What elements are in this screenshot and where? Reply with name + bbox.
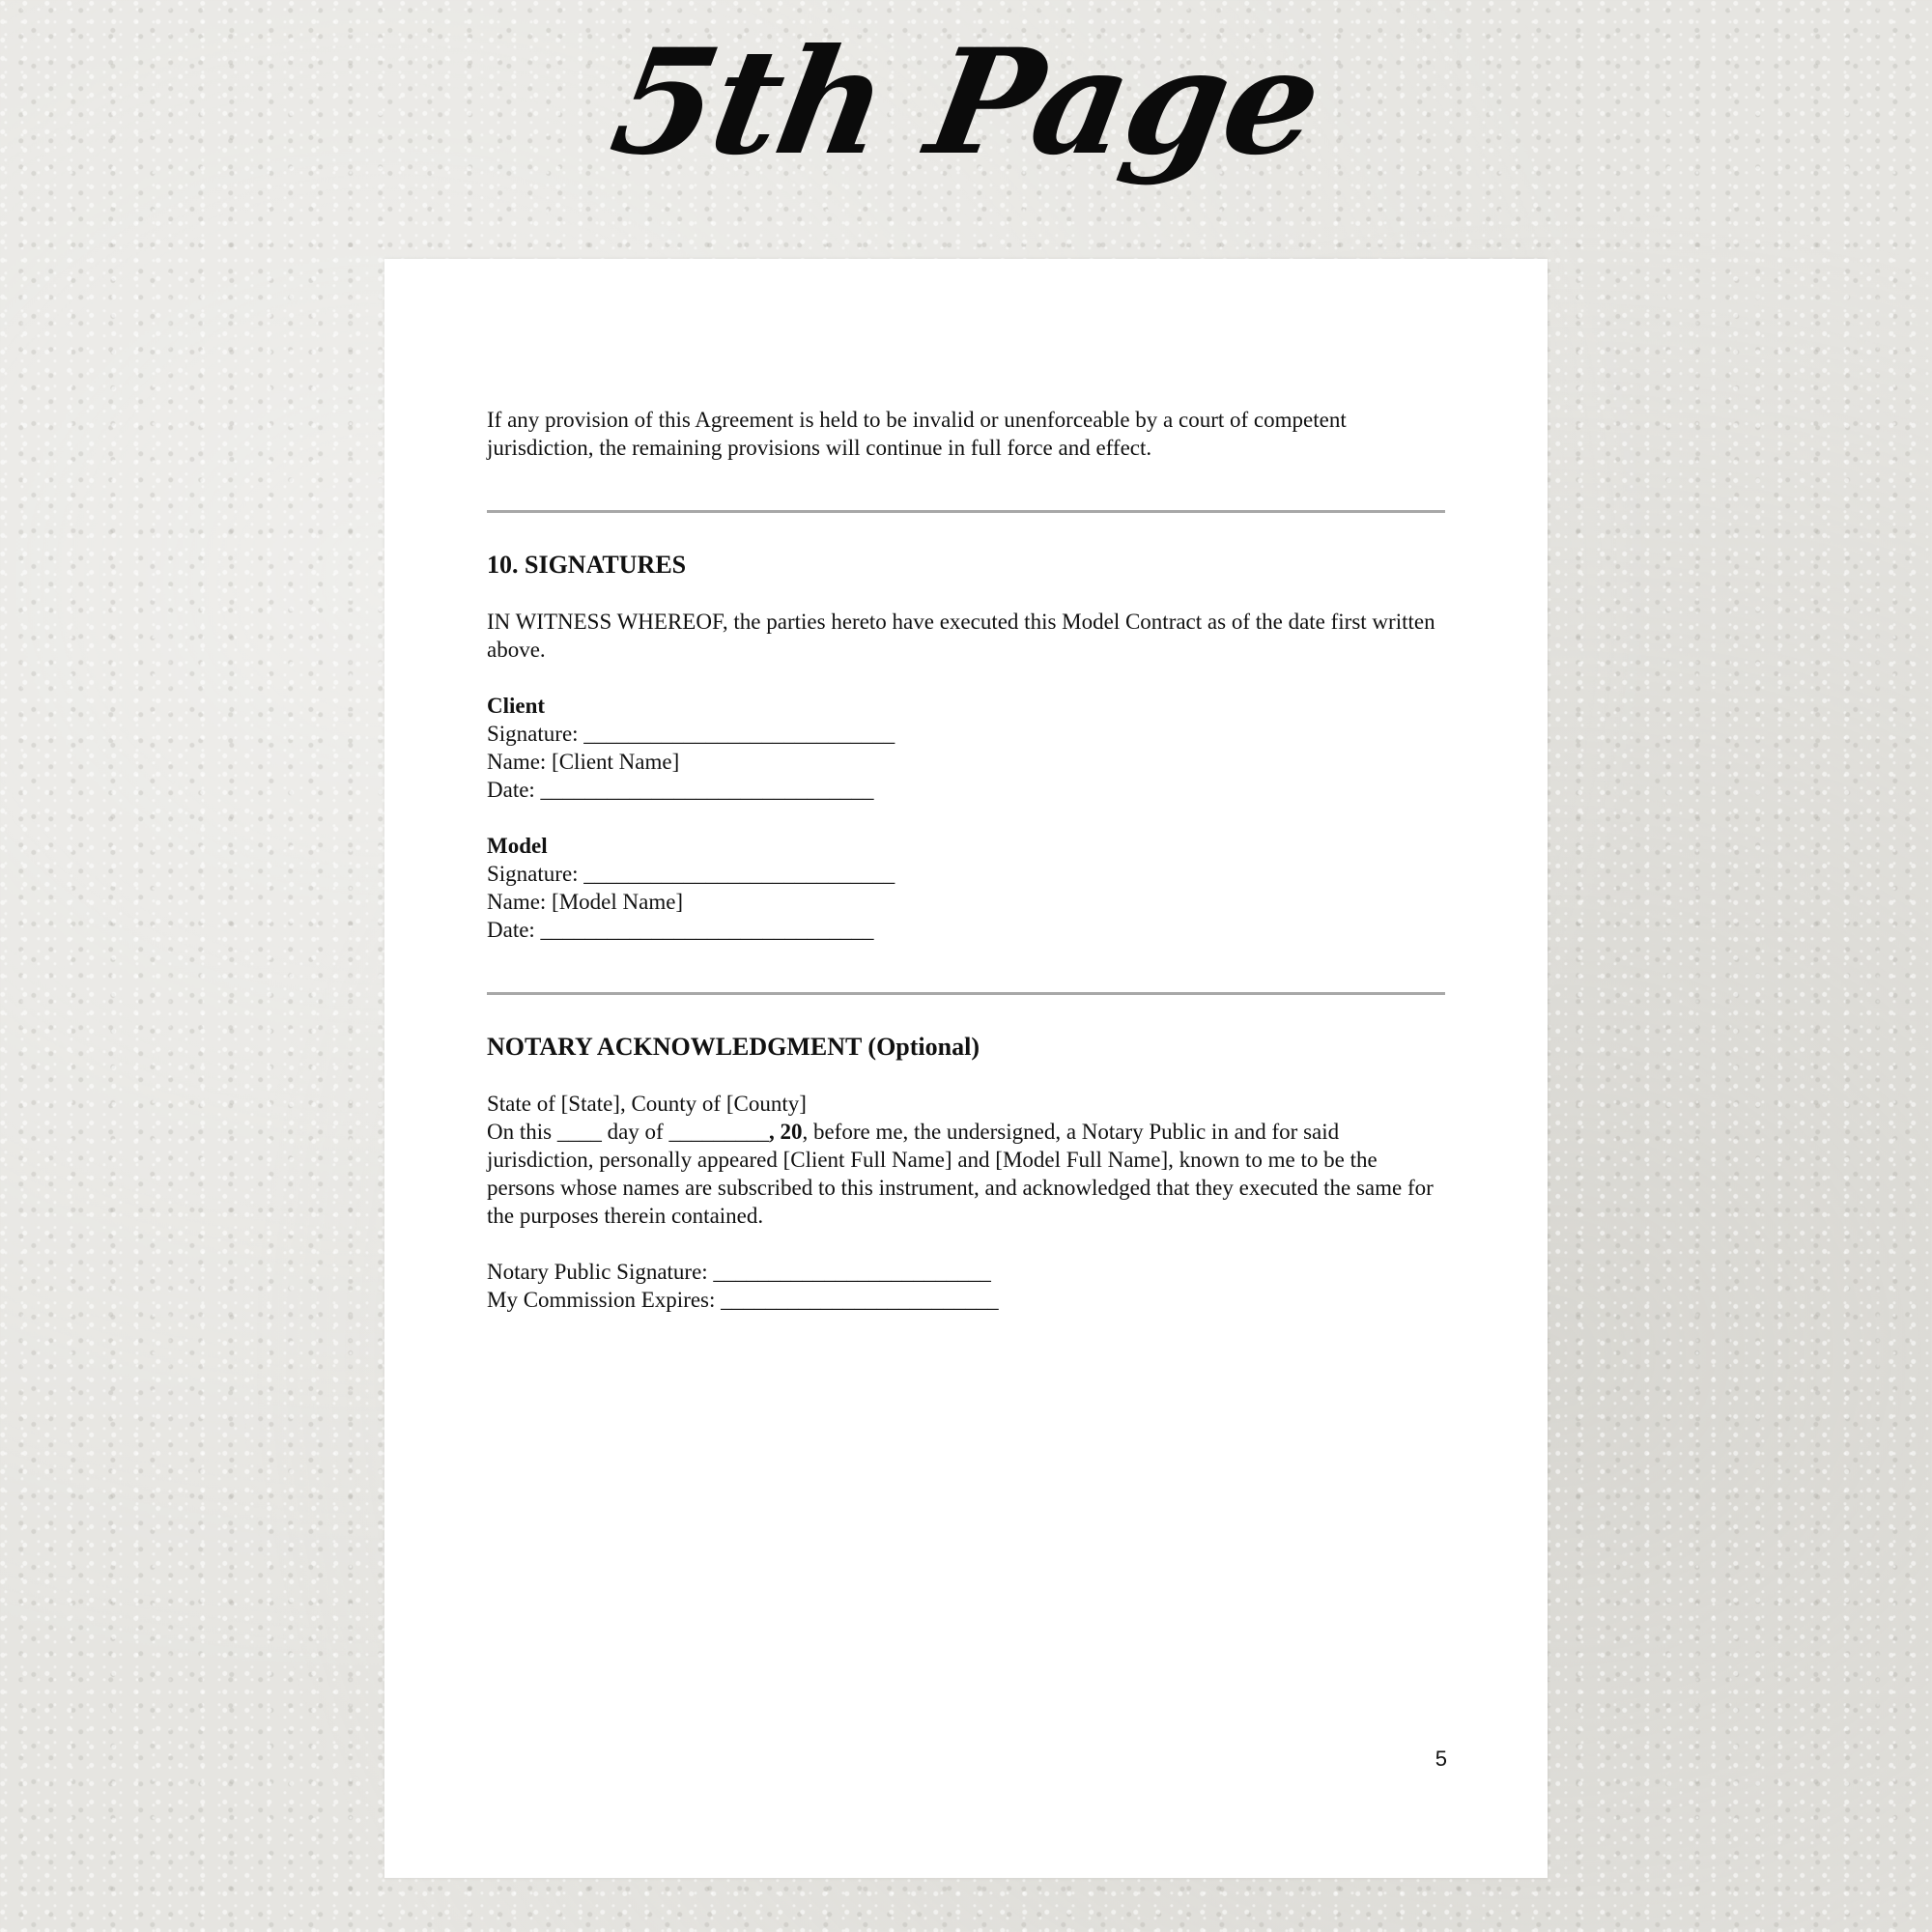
notary-text-end: , before me, the undersigned, a Notary Public in and for said jurisdiction, personally appeared [Client Full Name] and [Model Full Name], known to me to be the persons whose names are subscribed to this instrument, and acknowledged that they executed the same for the purposes therein contained.	[487, 1120, 1434, 1228]
notary-state-county: State of [State], County of [County]	[487, 1092, 807, 1116]
notary-paragraph	[487, 1118, 1445, 1230]
page-number: 5	[1435, 1747, 1447, 1771]
notary-text-start: On this ____ day of _________	[487, 1120, 769, 1144]
model-signature-block	[487, 832, 1445, 944]
notary-heading: NOTARY ACKNOWLEDGMENT (Optional)	[487, 1033, 980, 1061]
model-date-line: Date: ______________________________	[487, 918, 874, 942]
page-title: 5th Page	[600, 17, 1332, 187]
severability-paragraph: If any provision of this Agreement is held to be invalid or unenforceable by a court of competent jurisdiction, the remaining provisions will continue in full force and effect.	[487, 408, 1347, 460]
client-signature-line: Signature: ____________________________	[487, 722, 895, 746]
document-content	[487, 406, 1445, 1314]
commission-expires-line: My Commission Expires: _________________________	[487, 1288, 999, 1312]
client-date-line: Date: ______________________________	[487, 778, 874, 802]
notary-year-text: , 20	[768, 1120, 803, 1144]
client-name-line: Name: [Client Name]	[487, 750, 680, 774]
model-signature-line: Signature: ____________________________	[487, 862, 895, 886]
signatures-heading: 10. SIGNATURES	[487, 551, 687, 579]
witness-paragraph: IN WITNESS WHEREOF, the parties hereto have executed this Model Contract as of the date first written above.	[487, 610, 1435, 662]
client-signature-block	[487, 692, 1445, 804]
notary-signature-line: Notary Public Signature: _________________________	[487, 1260, 991, 1284]
document-page	[384, 259, 1548, 1878]
client-label: Client	[487, 694, 546, 718]
model-name-line: Name: [Model Name]	[487, 890, 684, 914]
model-label: Model	[487, 834, 548, 858]
